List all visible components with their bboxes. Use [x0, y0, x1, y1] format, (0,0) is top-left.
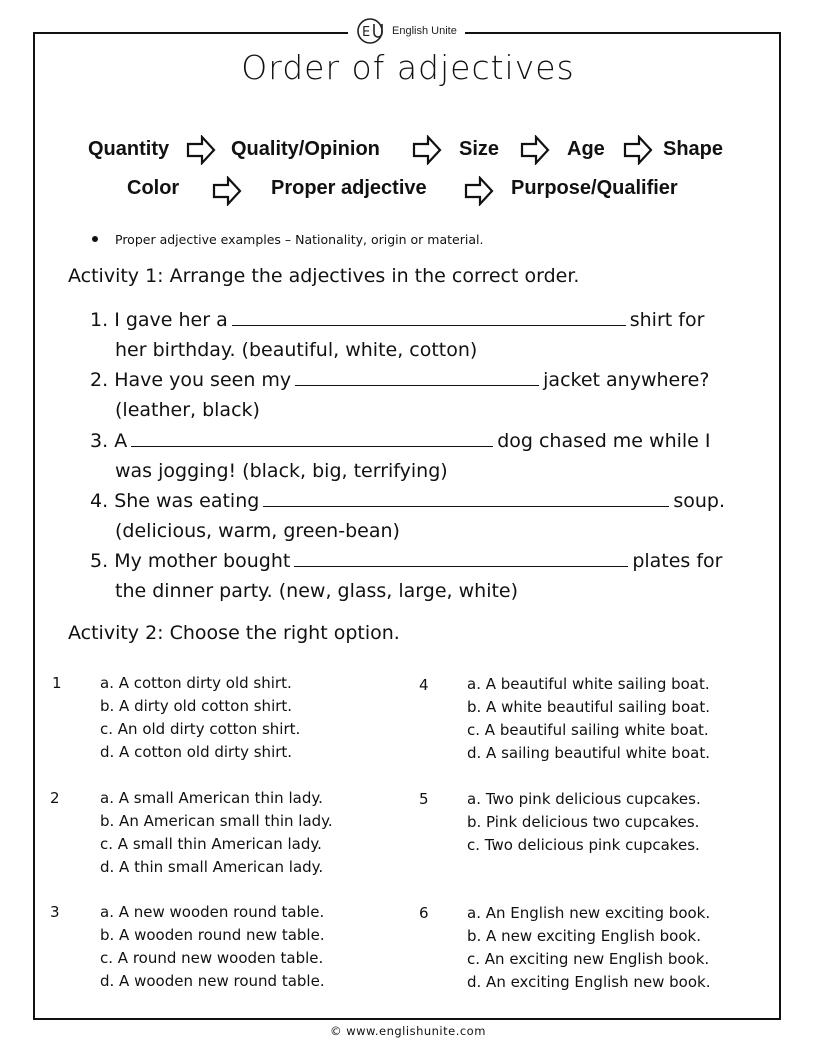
- order-quantity: Quantity: [88, 138, 170, 160]
- option-d[interactable]: d. A thin small American lady.: [100, 858, 324, 876]
- item-number: 3: [50, 903, 60, 921]
- question-5: 5. My mother bought plates for: [90, 550, 723, 572]
- option-c[interactable]: c. A beautiful sailing white boat.: [467, 721, 709, 739]
- svg-text:E: E: [362, 25, 371, 40]
- question-2-hint: (leather, black): [115, 399, 260, 421]
- option-d[interactable]: d. A cotton old dirty shirt.: [100, 743, 293, 761]
- item-number: 2: [50, 789, 60, 807]
- order-purpose-qualifier: Purpose/Qualifier: [511, 177, 678, 199]
- order-shape: Shape: [663, 138, 724, 160]
- option-c[interactable]: c. Two delicious pink cupcakes.: [467, 836, 700, 854]
- option-c[interactable]: c. A small thin American lady.: [100, 835, 322, 853]
- option-a[interactable]: a. A new wooden round table.: [100, 903, 325, 921]
- option-b[interactable]: b. A new exciting English book.: [467, 927, 701, 945]
- option-a[interactable]: a. A small American thin lady.: [100, 789, 323, 807]
- question-3-hint: was jogging! (black, big, terrifying): [115, 460, 448, 482]
- item-number: 4: [419, 676, 429, 694]
- right-arrow-icon: [186, 135, 216, 165]
- item-number: 5: [419, 790, 429, 808]
- question-5-hint: the dinner party. (new, glass, large, white): [115, 580, 519, 602]
- question-1: 1. I gave her a shirt for: [90, 309, 705, 331]
- option-a[interactable]: a. A cotton dirty old shirt.: [100, 674, 292, 692]
- bullet-icon: [92, 236, 98, 242]
- option-b[interactable]: b. An American small thin lady.: [100, 812, 333, 830]
- logo-text: English Unite: [392, 25, 457, 37]
- logo: [348, 14, 465, 48]
- page-title: Order of adjectives: [241, 48, 575, 87]
- option-c[interactable]: c. A round new wooden table.: [100, 949, 324, 967]
- answer-blank[interactable]: [263, 505, 669, 507]
- order-proper-adjective: Proper adjective: [271, 177, 427, 199]
- activity-2-heading: Activity 2: Choose the right option.: [68, 622, 400, 644]
- order-age: Age: [567, 138, 605, 160]
- option-a[interactable]: a. An English new exciting book.: [467, 904, 711, 922]
- right-arrow-icon: [520, 135, 550, 165]
- english-unite-logo-icon: [356, 16, 388, 46]
- option-d[interactable]: d. An exciting English new book.: [467, 973, 711, 991]
- order-size: Size: [459, 138, 500, 160]
- answer-blank[interactable]: [232, 324, 626, 326]
- option-b[interactable]: b. A white beautiful sailing boat.: [467, 698, 710, 716]
- activity-1-heading: Activity 1: Arrange the adjectives in the correct order.: [68, 265, 580, 287]
- option-d[interactable]: d. A wooden new round table.: [100, 972, 325, 990]
- question-2: 2. Have you seen my jacket anywhere?: [90, 369, 710, 391]
- option-b[interactable]: b. A dirty old cotton shirt.: [100, 697, 293, 715]
- question-1-hint: her birthday. (beautiful, white, cotton): [115, 339, 478, 361]
- question-4-hint: (delicious, warm, green-bean): [115, 520, 400, 542]
- option-a[interactable]: a. Two pink delicious cupcakes.: [467, 790, 701, 808]
- right-arrow-icon: [623, 135, 653, 165]
- question-4: 4. She was eating soup.: [90, 490, 725, 512]
- footer-copyright: © www.englishunite.com: [330, 1024, 486, 1038]
- right-arrow-icon: [464, 176, 494, 206]
- item-number: 6: [419, 904, 429, 922]
- option-b[interactable]: b. Pink delicious two cupcakes.: [467, 813, 700, 831]
- right-arrow-icon: [212, 176, 242, 206]
- option-a[interactable]: a. A beautiful white sailing boat.: [467, 675, 710, 693]
- option-b[interactable]: b. A wooden round new table.: [100, 926, 325, 944]
- option-c[interactable]: c. An old dirty cotton shirt.: [100, 720, 301, 738]
- right-arrow-icon: [412, 135, 442, 165]
- note-text: Proper adjective examples – Nationality, origin or material.: [115, 232, 484, 247]
- answer-blank[interactable]: [294, 565, 628, 567]
- option-c[interactable]: c. An exciting new English book.: [467, 950, 710, 968]
- answer-blank[interactable]: [295, 384, 539, 386]
- question-3: 3. A dog chased me while I: [90, 430, 711, 452]
- order-quality-opinion: Quality/Opinion: [231, 138, 380, 160]
- answer-blank[interactable]: [131, 445, 493, 447]
- order-color: Color: [127, 177, 180, 199]
- item-number: 1: [52, 674, 62, 692]
- option-d[interactable]: d. A sailing beautiful white boat.: [467, 744, 710, 762]
